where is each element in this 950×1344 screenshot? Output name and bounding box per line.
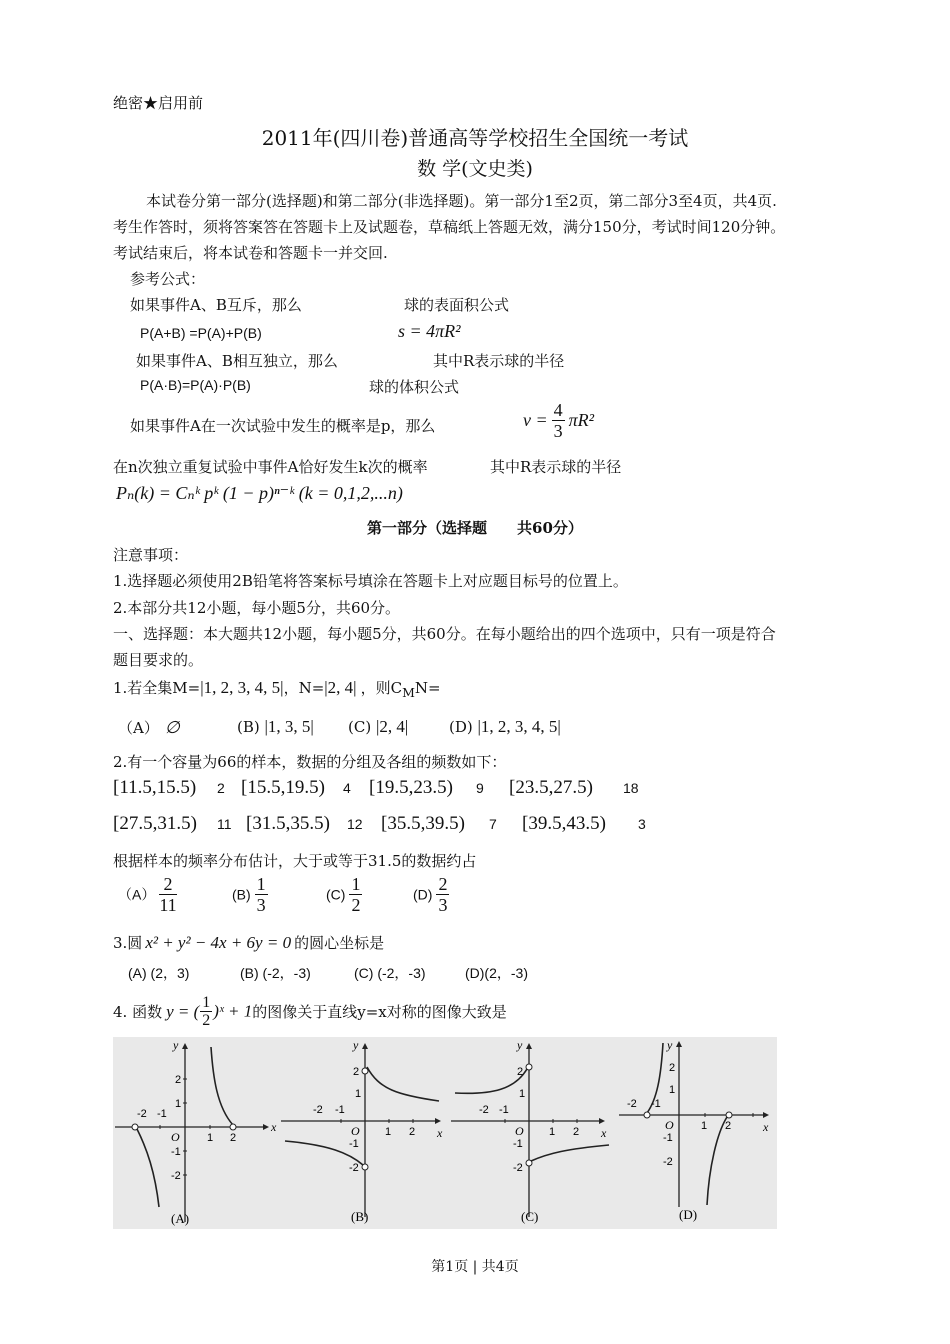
note-2: 2.本部分共12小题，每小题5分，共60分。: [113, 599, 401, 617]
section-instruction-2: 题目要求的。: [113, 651, 204, 669]
graph-c-x-arrow: [599, 1118, 605, 1124]
q1-option-d-value: |1, 2, 3, 4, 5|: [477, 717, 561, 736]
formula-sphere-surface-text: 球的表面积公式: [404, 296, 510, 314]
graph-c-x-label: x: [601, 1126, 607, 1140]
q2-count: 11: [217, 816, 232, 832]
graph-b-svg: [279, 1037, 449, 1229]
graph-c-y-label: y: [517, 1038, 523, 1052]
graph-d-hole: [726, 1112, 732, 1118]
graph-d-tick-label: 2: [725, 1120, 732, 1132]
formula-mutex: P(A+B) =P(A)+P(B): [140, 325, 262, 341]
graph-d-x-arrow: [763, 1112, 769, 1118]
graph-a-tick-label: -2: [171, 1170, 181, 1182]
q1-option-c-value: |2, 4|: [375, 717, 409, 736]
formula-prob-text: 如果事件A在一次试验中发生的概率是p，那么: [130, 417, 436, 435]
graph-c-tick-label: -1: [499, 1104, 509, 1116]
graph-b-tick-label: -2: [349, 1162, 359, 1174]
graph-a-origin: O: [171, 1130, 180, 1144]
graph-a-x-arrow: [263, 1124, 269, 1130]
q2-option-numerator: 2: [159, 874, 176, 895]
graph-c-tick-label: -2: [513, 1162, 523, 1174]
graph-a-tick-label: 2: [175, 1074, 182, 1086]
graph-d-tick-label: 1: [669, 1084, 676, 1096]
graph-b-tick-label: -1: [349, 1138, 359, 1150]
formula-sphere-volume: [523, 400, 594, 441]
q1-option-c-label: (C): [348, 718, 372, 736]
q2-interval: [31.5,35.5): [246, 813, 330, 834]
graph-c-tick-label: -2: [479, 1104, 489, 1116]
graph-a-y-label: y: [173, 1038, 179, 1052]
q3-stem-b: 的圆心坐标是: [294, 934, 385, 952]
part1-heading: 第一部分（选择题 共60分）: [367, 519, 583, 537]
q4-func-fraction: [200, 994, 212, 1029]
q1-stem-a: 1.若全集M=: [113, 679, 201, 697]
graph-a-tick-label: -1: [171, 1146, 181, 1158]
q2-interval: [19.5,23.5): [369, 777, 453, 798]
graph-a-label: (A): [171, 1211, 190, 1226]
q2-option-label: (C): [326, 886, 346, 903]
q4-graph-b[interactable]: [279, 1037, 449, 1229]
graph-c-origin: O: [515, 1124, 524, 1138]
q2-option-denominator: 3: [438, 895, 448, 915]
q1-option-a-value: ∅: [164, 718, 180, 737]
q2-option-denominator: 3: [256, 895, 266, 915]
q2-interval: [39.5,43.5): [522, 813, 606, 834]
q2-interval: [27.5,31.5): [113, 813, 197, 834]
graph-d-origin: O: [665, 1118, 674, 1132]
graph-b-hole: [362, 1068, 368, 1074]
volume-lhs: v =: [523, 410, 548, 430]
q1-stem: [113, 677, 441, 700]
notes-heading: 注意事项：: [113, 546, 189, 564]
graph-c-tick-label: -1: [513, 1138, 523, 1150]
q3-option-d[interactable]: (D)(2，-3): [465, 965, 528, 981]
q1-sub-m: M: [402, 685, 415, 700]
graph-d-tick-label: -1: [663, 1132, 673, 1144]
q2-interval: [15.5,19.5): [241, 777, 325, 798]
graph-b-hole: [362, 1164, 368, 1170]
graph-b-curve-right: [367, 1067, 439, 1101]
q2-interval: [23.5,27.5): [509, 777, 593, 798]
q2-count: 3: [638, 816, 646, 832]
graph-d-tick-label: 2: [669, 1062, 676, 1074]
graph-d-y-label: y: [667, 1038, 673, 1052]
graph-b-origin: O: [351, 1124, 360, 1138]
graph-c-label: (C): [521, 1209, 539, 1224]
page-footer: 第1页 | 共4页: [431, 1259, 519, 1275]
q1-option-d-label: (D): [449, 718, 473, 736]
graph-c-tick-label: 2: [573, 1126, 580, 1138]
graph-d-tick-label: -1: [651, 1098, 661, 1110]
graph-b-label: (B): [351, 1209, 369, 1224]
q1-set-n: |2, 4|: [324, 678, 357, 697]
graph-d-tick-label: -2: [627, 1098, 637, 1110]
q2-option-c[interactable]: [326, 874, 366, 915]
graph-b-y-arrow: [362, 1043, 368, 1049]
formula-bernoulli-text: 在n次独立重复试验中事件A恰好发生k次的概率: [113, 458, 428, 476]
q2-count: 18: [623, 780, 639, 796]
graph-b-x-label: x: [437, 1126, 443, 1140]
q4-graph-c[interactable]: [449, 1037, 617, 1229]
volume-fraction: [552, 400, 565, 441]
formula-mutex-text: 如果事件A、B互斥，那么: [130, 296, 302, 314]
graph-b-tick-label: 2: [353, 1066, 360, 1078]
q2-option-label: (B): [232, 886, 251, 903]
q2-count: 4: [343, 780, 351, 796]
graph-d-label: (D): [679, 1207, 698, 1222]
q3-equation: x² + y² − 4x + 6y = 0: [145, 933, 292, 952]
exam-title: 2011年(四川卷)普通高等学校招生全国统一考试: [261, 126, 689, 150]
graph-c-hole: [526, 1064, 532, 1070]
q4-graph-d[interactable]: [617, 1037, 777, 1229]
intro-line-3: 考试结束后，将本试卷和答题卡一并交回.: [113, 244, 388, 262]
q4-func-rhs: )ˣ + 1: [213, 1001, 253, 1021]
q2-count: 2: [217, 780, 225, 796]
q4-stem-b: 的图像关于直线y=x对称的图像大致是: [252, 1003, 507, 1021]
q1-set-m: |1, 2, 3, 4, 5|: [200, 678, 284, 697]
formula-sphere-surface: s = 4πR²: [398, 321, 461, 341]
q2-option-label: (D): [413, 886, 433, 903]
section-instruction-1: 一、选择题：本大题共12小题，每小题5分，共60分。在每小题给出的四个选项中，只有一项是符合: [113, 625, 776, 643]
graph-b-y-label: y: [353, 1038, 359, 1052]
formulas-heading: 参考公式：: [130, 270, 206, 288]
q4-stem: [113, 994, 507, 1029]
q2-count: 12: [347, 816, 363, 832]
q1-option-a[interactable]: [118, 717, 180, 738]
graph-a-curve-left: [137, 1129, 159, 1207]
q1-option-c[interactable]: [348, 717, 408, 737]
graph-d-x-label: x: [763, 1120, 769, 1134]
volume-rhs: πR²: [568, 410, 595, 430]
q2-option-fraction: [159, 874, 176, 915]
q2-stem: 2.有一个容量为66的样本，数据的分组及各组的频数如下：: [113, 753, 507, 771]
graph-a-tick-label: -2: [137, 1108, 147, 1120]
q1-option-b[interactable]: [237, 717, 314, 737]
volume-denominator: 3: [553, 421, 563, 441]
q2-option-denominator: 11: [159, 895, 177, 915]
graph-d-curve-right: [707, 1117, 727, 1205]
graph-d-tick-label: 1: [701, 1120, 708, 1132]
secret-header: 绝密★启用前: [113, 94, 204, 112]
q2-option-fraction: [349, 874, 362, 915]
q2-question: 根据样本的频率分布估计，大于或等于31.5的数据约占: [113, 852, 477, 870]
q3-option-a[interactable]: (A) (2，3): [128, 965, 190, 981]
q1-stem-d: N=: [414, 679, 441, 697]
formula-independent-text: 如果事件A、B相互独立，那么: [136, 352, 338, 370]
volume-numerator: 4: [553, 400, 563, 420]
q2-option-numerator: 1: [351, 874, 361, 894]
q2-option-b[interactable]: [232, 874, 272, 915]
graph-b-tick-label: 1: [355, 1088, 362, 1100]
q1-option-b-label: (B): [237, 718, 260, 736]
graph-b-tick-label: -1: [335, 1104, 345, 1116]
graph-a-hole: [132, 1124, 138, 1130]
q4-func-numerator: 1: [202, 994, 211, 1011]
q2-option-numerator: 1: [256, 874, 266, 894]
graph-a-tick-label: 2: [230, 1132, 237, 1144]
graph-c-svg: [449, 1037, 617, 1229]
q4-graph-a[interactable]: [113, 1037, 279, 1229]
graph-c-y-arrow: [526, 1043, 532, 1049]
formula-bernoulli: Pₙ(k) = Cₙᵏ pᵏ (1 − p)ⁿ⁻ᵏ (k = 0,1,2,...n): [116, 483, 403, 503]
q4-graphs-panel: [113, 1037, 777, 1229]
graph-b-tick-label: -2: [313, 1104, 323, 1116]
q2-option-d[interactable]: [413, 874, 453, 915]
graph-a-x-label: x: [271, 1120, 277, 1134]
note-1: 1.选择题必须使用2B铅笔将答案标号填涂在答题卡上对应题目标号的位置上。: [113, 572, 628, 590]
formula-sphere-volume-text: 球的体积公式: [369, 378, 460, 396]
q2-option-denominator: 2: [351, 895, 361, 915]
graph-b-tick-label: 1: [385, 1126, 392, 1138]
q3-option-c[interactable]: (C) (-2，-3): [354, 965, 426, 981]
graph-c-tick-label: 2: [517, 1066, 524, 1078]
graph-b-x-arrow: [435, 1118, 441, 1124]
graph-a-hole: [230, 1124, 236, 1130]
graph-a-tick-label: 1: [175, 1098, 182, 1110]
graph-a-svg: [113, 1037, 279, 1229]
intro-line-1: 本试卷分第一部分(选择题)和第二部分(非选择题)。第一部分1至2页，第二部分3至4页，共4页.: [146, 192, 777, 210]
graph-c-tick-label: 1: [549, 1126, 556, 1138]
graph-b-tick-label: 2: [409, 1126, 416, 1138]
q1-stem-b: ，N=: [283, 679, 325, 697]
q3-stem: [113, 932, 384, 953]
q3-stem-a: 3.圆: [113, 934, 143, 952]
q3-option-b[interactable]: (B) (-2，-3): [240, 965, 311, 981]
radius-note-2: 其中R表示球的半径: [490, 458, 622, 476]
graph-d-svg: [617, 1037, 777, 1229]
graph-d-y-arrow: [676, 1041, 682, 1047]
graph-d-tick-label: -2: [663, 1156, 673, 1168]
q2-option-a[interactable]: [118, 874, 181, 915]
q1-stem-c: ，则C: [360, 679, 403, 697]
q2-count: 7: [489, 816, 497, 832]
graph-c-curve-right: [531, 1145, 609, 1161]
q2-option-label: （A）: [118, 886, 156, 903]
q2-option-fraction: [436, 874, 449, 915]
graph-a-y-arrow: [182, 1043, 188, 1049]
q4-func-lhs: y = (: [166, 1001, 200, 1021]
graph-a-tick-label: -1: [157, 1108, 167, 1120]
q2-count: 9: [476, 780, 484, 796]
q4-stem-a: 4. 函数: [113, 1003, 163, 1021]
graph-c-hole: [526, 1160, 532, 1166]
q4-func-denominator: 2: [202, 1012, 211, 1029]
q2-interval: [35.5,39.5): [381, 813, 465, 834]
q1-option-a-label: （A）: [118, 719, 159, 737]
q1-option-b-value: |1, 3, 5|: [264, 717, 314, 736]
intro-line-2: 考生作答时，须将答案答在答题卡上及试题卷，草稿纸上答题无效，满分150分，考试时间120分钟。: [113, 218, 786, 236]
radius-note-1: 其中R表示球的半径: [433, 352, 565, 370]
graph-a-tick-label: 1: [207, 1132, 214, 1144]
exam-subtitle: 数 学(文史类): [417, 158, 533, 180]
formula-independent: P(A·B)=P(A)·P(B): [140, 377, 251, 393]
q2-option-fraction: [255, 874, 268, 915]
q2-interval: [11.5,15.5): [113, 777, 197, 798]
graph-c-tick-label: 1: [519, 1088, 526, 1100]
q2-option-numerator: 2: [438, 874, 448, 894]
graph-d-hole: [644, 1112, 650, 1118]
graph-a-curve-right: [211, 1047, 233, 1125]
q1-option-d[interactable]: [449, 717, 561, 737]
